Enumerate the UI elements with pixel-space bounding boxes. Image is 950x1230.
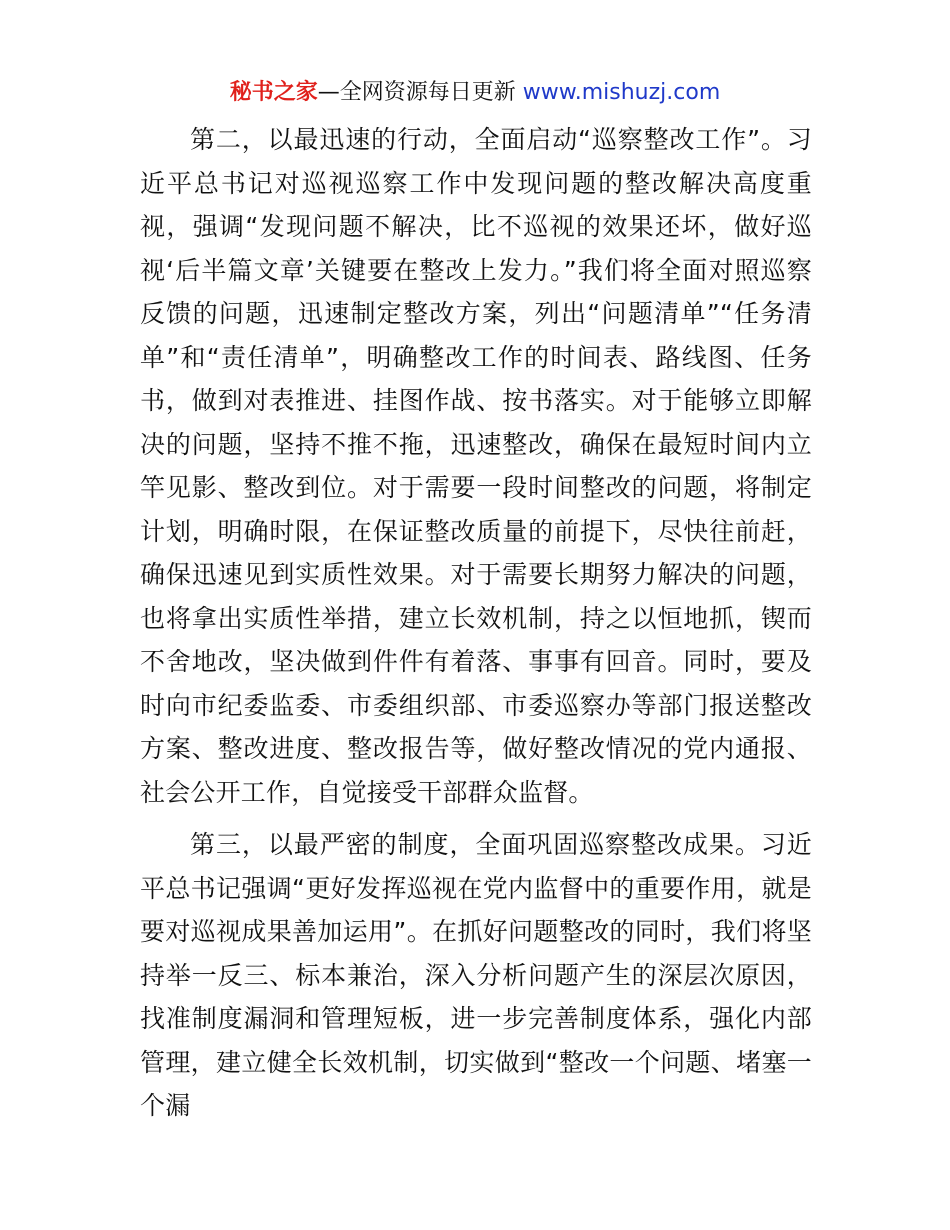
header-tagline: —全网资源每日更新 <box>317 80 523 105</box>
paragraph-third: 第三，以最严密的制度，全面巩固巡察整改成果。习近平总书记强调“更好发挥巡视在党内监督中的重要作用，就是要对巡视成果善加运用”。在抓好问题整改的同时，我们将坚持举一反三、标本兼治，深入分析问题产生的深层次原因，找准制度漏洞和管理短板，进一步完善制度体系，强化内部管理，建立健全长效机制，切实做到“整改一个问题、堵塞一个漏 <box>140 830 812 1120</box>
paragraph-second: 第二，以最迅速的行动，全面启动“巡察整改工作”。习近平总书记对巡视巡察工作中发现问题的整改解决高度重视，强调“发现问题不解决，比不巡视的效果还坏，做好巡视‘后半篇文章’关键要在整改上发力。”我们将全面对照巡察反馈的问题，迅速制定整改方案，列出“问题清单”“任务清单”和“责任清单”，明确整改工作的时间表、路线图、任务书，做到对表推进、挂图作战、按书落实。对于能够立即解决的问题，坚持不推不拖，迅速整改，确保在最短时间内立竿见影、整改到位。对于需要一段时间整改的问题，将制定计划，明确时限，在保证整改质量的前提下，尽快往前赶，确保迅速见到实质性效果。对于需要长期努力解决的问题，也将拿出实质性举措，建立长效机制，持之以恒地抓，锲而不舍地改，坚决做到件件有着落、事事有回音。同时，要及时向市纪委监委、市委组织部、市委巡察办等部门报送整改方案、整改进度、整改报告等，做好整改情况的党内通报、社会公开工作，自觉接受干部群众监督。 <box>140 125 812 807</box>
document-body <box>140 118 812 1128</box>
site-url-link[interactable]: www.mishuzj.com <box>522 80 721 105</box>
page-header <box>0 78 950 108</box>
brand-name: 秘书之家 <box>229 80 318 105</box>
